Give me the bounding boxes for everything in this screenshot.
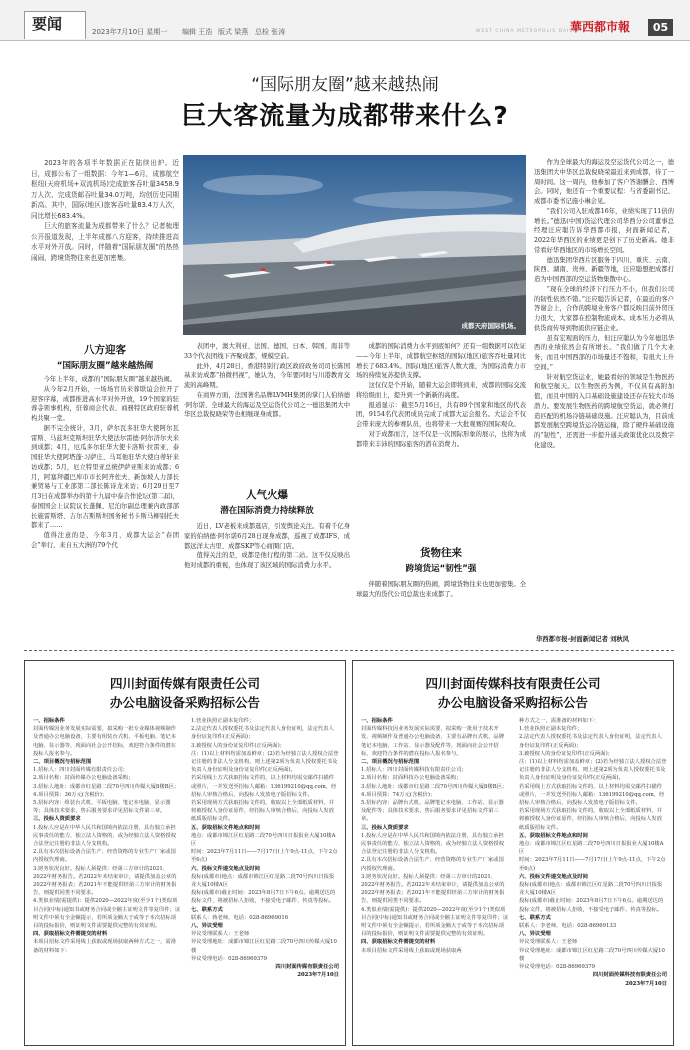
designer-credit: 版式 梁燕 — [218, 28, 249, 36]
notice-line: 投标(成都市)截止时间：2023年8月7日下午6点。逾期送达的投标文件，将被招标人拒收，不接受电子邮件、传真等投标。 — [519, 898, 664, 913]
notice-line: 若采用现场方式获取招标文件的，收取以上全部纸质材料，并将被授权人身份证原件，经招标人审核合格后，向投标人发放纸质版招标文件。 — [191, 800, 335, 823]
subheading-3 — [356, 546, 526, 576]
notice-line: 封面传媒因业务发展实际需要，拟采购一批专业媒体视频制作及普通办公电脑设备，主要有组装台式机、平板电脑、笔记本电脑、显示器等，现面向社会公开招标，欢迎符合条件的潜在投标人报名参与。 — [33, 726, 177, 757]
notice-line: 投标(成都市)截止时间：2023年8月7日下午6点。逾期送达的投标文件，将被招标人拒收，不接受电子邮件、传真等投标。 — [191, 890, 336, 905]
notice-heading: 一、招标条件 — [361, 718, 393, 724]
notice-line: 3.被授权人的身份证复印件(正反两面)； — [519, 750, 613, 757]
notice-heading: 七、联系方式 — [191, 906, 223, 913]
notice-company: 四川封面传媒科技有限责任公司 — [425, 676, 601, 691]
notice-line: 5.招标内容：组装台式机、平板电脑、笔记本电脑、显示器等；具体技术要求，售后服务要求详见招标文件第三章。 — [33, 800, 171, 815]
body-paragraph: 值得关注的是，成都是他行程的第二站。这不仅反映出他对成都的重视，也体现了该区域的国际消费力水平。 — [184, 552, 350, 569]
airport-photo — [183, 155, 526, 335]
notice-line: 2.具有本次招标设备合法生产、经营资格的专业生产厂家或国内授权代理商。 — [361, 857, 504, 872]
body-paragraph: 针对航空货运业，她最看好的领域是生物医药和航空航天。以生物医药为例，不仅具有高附加值，而且中国的入口基础设施建设还存在较大市场潜力。要发展生物医药的跨境航空货运，就必须打造匹配的机场冷链基础设施。汪应聪认为，目前成都发展航空跨境货运冷链运输，除了硬件基础设施的“韧性”，还需进一步提升通关政策优化以及数字化建设。 — [534, 373, 674, 449]
body-paragraph: 对于成都而言，这不仅是一次国际形象的展示，也将为成都带来丰沛的国际旅客的潜在消费力。 — [356, 430, 527, 448]
article-column-3b — [356, 580, 526, 600]
tender-notice-1 — [24, 660, 346, 1046]
body-paragraph: 伴随着国际朋友圈的热闹，跨境货物往来也更加密集。全球最大的货代公司总裁也来成都了。 — [356, 581, 527, 598]
subheading-2-sub: 潜在国际消费力持续释放 — [220, 506, 314, 517]
notice-line: 1.投标人应是在中华人民共和国境内依法注册，具有独立承担民事责任的能力，独立法人资格的，或为经独立法人资格授权合法登记注册的非法人分支机构。 — [361, 832, 505, 856]
notice-line: 地点：成都市锦江区红星路二段70号四川日报报业大厦10楼A区 — [191, 832, 336, 848]
notice-heading: 七、联系方式 — [519, 914, 551, 921]
notice-line: 若采用线上方式获取招标文件的，以上材料均需交邮件扫描件或照片，一并发送至招标人邮箱：136199210@qq.com，经招标人审核合格后，向投标人发放电子版招标文件。 — [191, 775, 337, 798]
notice-line: 投标(成都市)地点：成都市锦江区红星路二段70号四川日报报业大厦10楼A区 — [519, 882, 663, 897]
notice-signature: 四川封面传媒科技有限责任公司 — [592, 972, 667, 979]
subheading-2 — [184, 488, 350, 518]
notice-company: 四川封面传媒有限责任公司 — [109, 676, 260, 691]
notice-heading: 四、获取招标文件需提交的材料 — [361, 939, 436, 946]
body-paragraph: 从今年2月开始，一场场官员来蓉联谊会拉开了迎客序幕，成都推进高水平对外开放，19个国家的驻蓉총领事机构，驻蓉商会代表、商務特区政府驻蓉机构共聚一堂。 — [31, 385, 179, 422]
notice-line: 本项目招标文件采用线上获取或现场获取两种方式之一，需准备的材料如下： — [33, 939, 177, 954]
notice-column-right — [519, 717, 667, 988]
body-paragraph: “我们公司入驻成都16年，业绩实现了11倍的增长。”德迅(中国)货运代理公司华西分公司董事总经理汪应聪告诉华西都市报，封面新闻记者，2022年华西区的业绩更是创下了历史新高。她非常看好华西地区的市场增长空间。 — [534, 207, 674, 254]
body-paragraph: 今年上半年，成都的“国际朋友圈”越来越热闹。 — [43, 376, 176, 383]
subheading-1 — [32, 343, 178, 373]
notice-heading: 二、项目概况与招标范围 — [33, 759, 92, 766]
notice-line: 4.类似业绩(需提供)：提供2020—2022年度(至少1个)类似项目合同(中标)通知书或财务合同或全额主证明文件等复印件；证明文件中须有全金额提示，若所项金额大于或等于本次招标项目的投标报价，则证明文件需要提供完整的有效证明。 — [361, 906, 509, 938]
notice-line: 异议受理联系人：王老师 — [191, 931, 250, 938]
notice-line: 异议受理电话：028-86969379 — [519, 964, 595, 971]
notice-heading: 三、投标人资质要求 — [361, 824, 409, 831]
airport-photo-illustration — [183, 155, 526, 335]
notice-column-left — [33, 717, 181, 955]
notice-column-right — [191, 717, 339, 980]
notice-line: 异议受理电话：028-86969379 — [191, 955, 267, 962]
notice-line: 2.项目名称：封面科技办公电脑设备采购； — [361, 775, 462, 782]
subheading-3-sub: 跨境货运“韧性”强 — [405, 564, 477, 575]
subheading-2-main: 人气火爆 — [246, 489, 288, 501]
body-paragraph: 作为全球最大的海运及空运货代公司之一，德迅集团大中华区总裁倪晓荣最近来到成都，待了一周时间。这一周内，他参加了客户答谢酬会、西博会。同时，他还有一个重要议程：与省委副书记、成都市委书记施小琳会见。 — [534, 159, 674, 205]
masthead-watermark: WEST CHINA METROPOLIS DAILY — [476, 29, 577, 34]
notice-line: 1.招标人：四川封面传媒有限责任公司； — [33, 767, 129, 774]
section-divider — [24, 650, 674, 651]
notice-signature: 2023年7月10日 — [625, 980, 667, 987]
notice-line: 投标(成都市)地点：成都市锦江区红星路二段70号四川日报报业大厦10楼A区 — [191, 873, 335, 889]
notice-title: 办公电脑设备采购招标公告 — [109, 695, 260, 710]
notice-line: 1.招标人：四川封面传媒科技有限责任公司； — [361, 767, 467, 774]
body-paragraph: 在商界方面，法国著名品牌LVMH集团的掌门人伯纳德·阿尔诺、全球最大的海运及空运货代公司之一德迅集团大中华区总裁倪晓荣等也相继现身成都。 — [184, 391, 350, 419]
notice-line: 5.招标内容：品牌台式机、品牌笔记本电脑、工作站、显示器及配件等；具体技术要求，售后服务要求详见招标文件第三章。 — [361, 800, 504, 823]
notice-heading: 二、项目概况与招标范围 — [361, 759, 420, 766]
notice-line: 3.被授权人的身份证复印件(正反两面)； — [191, 742, 285, 749]
notice-heading: 六、投标文件递交地点及时间 — [191, 865, 260, 872]
body-paragraph: 成都的国际消费力水平到底如何？还有一组数据可以佐证——今年上半年，成都航空枢纽的国际(地区)旅客吞吐量同比增长了683.4%。国际(地区)旅客人数大涨，为国际消费力市场的持续复苏提供支撑。 — [356, 343, 527, 380]
subheading-3-main: 货物往来 — [420, 547, 462, 559]
article-title: 巨大客流量为成都带来什么? — [181, 101, 509, 130]
article-column-2 — [184, 342, 350, 420]
notice-heading: 四、获取招标文件需提交的材料 — [33, 931, 108, 938]
article-lead — [31, 158, 179, 263]
notice-line: 若采用现场方式获取招标文件的，收取以上全部纸质材料，并将被授权人身份证原件，经招标人审核合格后，向投标人发放纸质版招标文件。 — [519, 808, 663, 831]
notice-column-left — [361, 717, 509, 955]
body-paragraph: 此外，4月28日，香港特别行政区政府政务司司长陈国基来访成都“拍微档视”，她认为，今年要同时与川港教育交流的高峰期。 — [184, 362, 350, 389]
notice-heading: 八、异议受理 — [519, 931, 551, 938]
notice-signature: 2023年7月10日 — [297, 972, 339, 979]
article-column-3 — [356, 342, 526, 449]
body-paragraph: 德迅集团华西片区服务于四川、重庆、云南、陕西、湖南、贵州、新疆等地，汪应聪想把成都打造为中国西部的空运货物集散中心。 — [534, 256, 674, 283]
notice-heading: 八、异议受理 — [191, 923, 223, 930]
notice-line: 2.法定代表人授权委托书及法定代表人身份证明，法定代表人身份证复印件(正反两面)； — [191, 726, 334, 741]
notice-line: 4.类似业绩(需提供)：提供2020—2022年度(至少1个)类似项目合同(中标)通知书或财务合同或全额主证明文件等复印件；证明文件中须有全金额提示，若所项金额大于或等于本次招标项目的投标报价，则证明文件需要提供完整的有效证明。 — [33, 898, 181, 930]
notice-title: 办公电脑设备采购招标公告 — [437, 695, 588, 710]
notice-line: 异议受理地址：成都市锦江区红星路二段70号四川传媒大厦10楼 — [519, 947, 665, 962]
author-byline: 华西都市报-封面新闻记者 刘秋风 — [536, 636, 629, 643]
article-column-4 — [534, 158, 674, 451]
photo-caption: 成都天府国际机场。 — [461, 321, 520, 330]
body-paragraph: 这仅仅是个开始，随着大运会即将到来，成都的国际交流将给级而上，提升到一个新新的高度。 — [356, 382, 527, 399]
notice-line: 2.具有本次招标设备合法生产、经营资格的专业生产厂家或国内授权代理商。 — [33, 849, 176, 864]
body-paragraph: 据不完全统计，3月，萨尔瓦多驻华大使阿尔瓦雷斯、马兹坦克斯坦驻华大使法尔雷德·阿尔济尔夫来到成都；4月，厄瓜多尔驻华大使卡洛斯·拉雷亚、泰国驻华大使阿塔蓬·习萨庄、马耳他驻华大使白蒂轩来访成都；5月，厄立特里亚总统伊萨亚斯来访成都；6月，阿塞拜疆巴库市市长阿齐佐夫、新加坡人力部长兼贸易与工业部第二部长陈诗龙来访；6月29日至7月3日在成都举办的第十九届中泰合作论坛(第二届)，泰国国会上议院议长蓬佩、尼泊尔副总理兼内政部部长施雷斯塔、吉尔吉斯斯坦国务秘书卡斯马柳别托夫都来了…… — [31, 424, 179, 530]
article-pre-title: “国际朋友圈”越来越热闹 — [251, 75, 439, 95]
notice-heading: 一、招标条件 — [33, 718, 65, 724]
notice-line: 1.营业执照正副本复印件； — [519, 726, 583, 733]
notice-line: 种方式之一，需准备的材料如下： — [519, 718, 599, 724]
body-paragraph: 值得注意的是，今年3月，成都大运会“春团会”举行，来自五大洲的79个代 — [31, 532, 179, 549]
notice-line: 时间：2023年7月11日——7月17日(上午9点-11点，下午2点至6点) — [191, 849, 338, 864]
notice-heading: 三、投标人资质要求 — [33, 816, 81, 823]
notice-line: 联系人：李老师，电话：028-86969133 — [519, 923, 617, 930]
editor-credit: 编辑 王浩 — [182, 28, 213, 36]
notice-line: 本项目招标文件采用线上获取或现场获取两 — [361, 947, 462, 954]
notice-heading: 六、投标文件递交地点及时间 — [519, 873, 588, 880]
notice-line: 若采用线上方式获取招标文件的，以上材料均需交邮件扫描件或照片，一并发送至招标人邮箱：136199210@qq.com，经招标人审核合格后，向投标人发放电子版招标文件。 — [519, 783, 665, 807]
notice-line: 3.招标人地址：成都市红星路二段70号四川传媒大厦8楼B区； — [33, 783, 180, 790]
subheading-1-sub: “国际朋友圈”越来越热闹 — [56, 361, 154, 372]
body-paragraph: “现在全球的经济下行压力不小，但我们公司的韧性依然不错。”汪应聪告诉记者，在最近的客户答谢会上，合作的跨境业务客户都反映目前外贸压力很大，大家都在控制物流成本。成本压力必将从供货商传导到物流供应链企业。 — [534, 285, 674, 332]
notice-line: 注：(1)以上材料均需加盖鲜章；(2)若为经独立法人授权合法登记注册的非法人分支机构，则上述第2项为负责人授权委托书及负责人身份证明及身份证复印件(正反两面)。 — [191, 750, 339, 774]
notice-signature: 四川封面传媒有限责任公司 — [275, 964, 339, 971]
lead-paragraph: 巨大的旅客流量为成都带来了什么？记者梳理公开报道发现，上半年成都八方迎客，持续推进高水平对外开放。同时，伴随着“国际朋友圈”的热热闹闹，跨境货物往来也更加密集。 — [31, 222, 179, 262]
notice-line: 3.财务状况良好。投标人须提供：经第三方审计的2021、2022年财务报告。若2022年未结束审计，请提供加盖公章的2022年财务报表；若2021年不能提供经第三方审计的财务报告，则提供同类不同要求。 — [361, 873, 505, 905]
notice-line: 3.财务状况良好。投标人须提供：经第三方审计的2021、2022年财务报告。若2022年未结束审计，请提供加盖公章的2022年财务报表；若2021年不能提供经第三方审计的财务报告，则提供同类不同要求。 — [33, 865, 177, 897]
notice-line: 地点：成都市锦江区红星路二段70号四川日报报业大厦10楼A区 — [519, 841, 664, 856]
notice-line: 3.招标人地址：成都市红星路二段70号四川传媒大厦8楼B区； — [361, 783, 508, 790]
body-paragraph: 表团中，澳大利亚、法国、德国、日本、韩国、南非等33个代表团线下齐聚成都，规模空前。 — [184, 343, 350, 360]
notice-line: 1.投标人应是在中华人民共和国境内依法注册，具有独立承担民事责任的能力，独立法人资格的，或为经独立法人资格授权合法登记注册的非法人分支机构。 — [33, 824, 177, 848]
notice-heading: 五、获取招标文件地点和时间 — [191, 824, 260, 831]
body-paragraph: 虽有宏观面的压力，但汪应聪认为今年德迅华西的业绩依然会有所增长。“我们做了几个大业务，而且中国西部的市场量还不饱和，有很大上升空间。” — [534, 334, 674, 371]
body-paragraph: 报道显示：截至5月16日，共有89个国家和地区的代表团，9154名代表团成员完成了成都大运会报名。大运会不仅会带来庞大的参赛队员，也将带来一大批观赛的国际观众。 — [356, 401, 526, 428]
subheading-1-main: 八方迎客 — [84, 344, 126, 356]
checker-credit: 总检 张涛 — [255, 28, 286, 36]
notice-line: 2.项目名称：封面传媒办公电脑设备采购； — [33, 775, 134, 782]
notice-line: 联系人：蒋老师，电话：028-86969016 — [191, 914, 289, 921]
notice-line: 封面传媒科技因业务发展实际需要，拟采购一批用于技术开发、视频制作及普通办公电脑设备，主要有品牌台式机、品牌笔记本电脑、工作站、显示器及配件等，现面向社会公开招标，欢迎符合条件的潜在投标人报名参与。 — [361, 726, 505, 757]
tender-notice-2 — [352, 660, 674, 1046]
newspaper-logo: 華西都市報 — [570, 20, 631, 34]
notice-line: 2.法定代表人授权委托书及法定代表人身份证明，法定代表人身份证复印件(正反两面)； — [519, 734, 662, 749]
article-column-2b — [184, 522, 350, 571]
notice-line: 4.项目预算：74万元(含税价)； — [361, 791, 436, 798]
section-label: 要闻 — [32, 15, 63, 33]
date-line: 2023年7月10日 星期一 — [92, 28, 168, 36]
page-number: 05 — [648, 19, 673, 36]
notice-line: 异议受理地址：成都市锦江区红星路二段70号四川传媒大厦10楼 — [191, 939, 337, 954]
notice-line: 4.项目预算：36万元(含税价)； — [33, 791, 108, 798]
notice-heading: 五、获取招标文件地点和时间 — [519, 832, 588, 839]
body-paragraph: 近日，LV老板来成都逛店，引发舆论关注。有着千亿身家的伯纳德·阿尔诺6月28日现身成都，巡视了成都IFS、成都远洋太古里、成都SKP等心商圈门店。 — [184, 523, 350, 550]
notice-line: 异议受理联系人：王老师 — [519, 939, 578, 946]
notice-line: 1.营业执照正副本复印件； — [191, 718, 255, 724]
article-column-1 — [31, 375, 179, 551]
notice-line: 时间：2023年7月11日——7月17日(上午9点-11点，下午2点至6点) — [519, 857, 666, 872]
lead-paragraph: 2023年的各项半年数据正在陆续出炉。近日，成都公布了一组数据：今年1—6月，成都航空枢纽(天府机场+双流机场)完成旅客吞吐量3458.9万人次、完成货邮吞吐量34.0万吨，均创历史同期新高。其中，国际(地区)旅客吞吐量83.4万人次，同比增长683.4%。 — [31, 159, 179, 220]
notice-line: 注：(1)以上材料均需加盖鲜章；(2)若为经独立法人授权合法登记注册的非法人分支机构，则上述第2项为负责人授权委托书及负责人身份证明及身份证复印件(正反两面)。 — [519, 759, 667, 782]
